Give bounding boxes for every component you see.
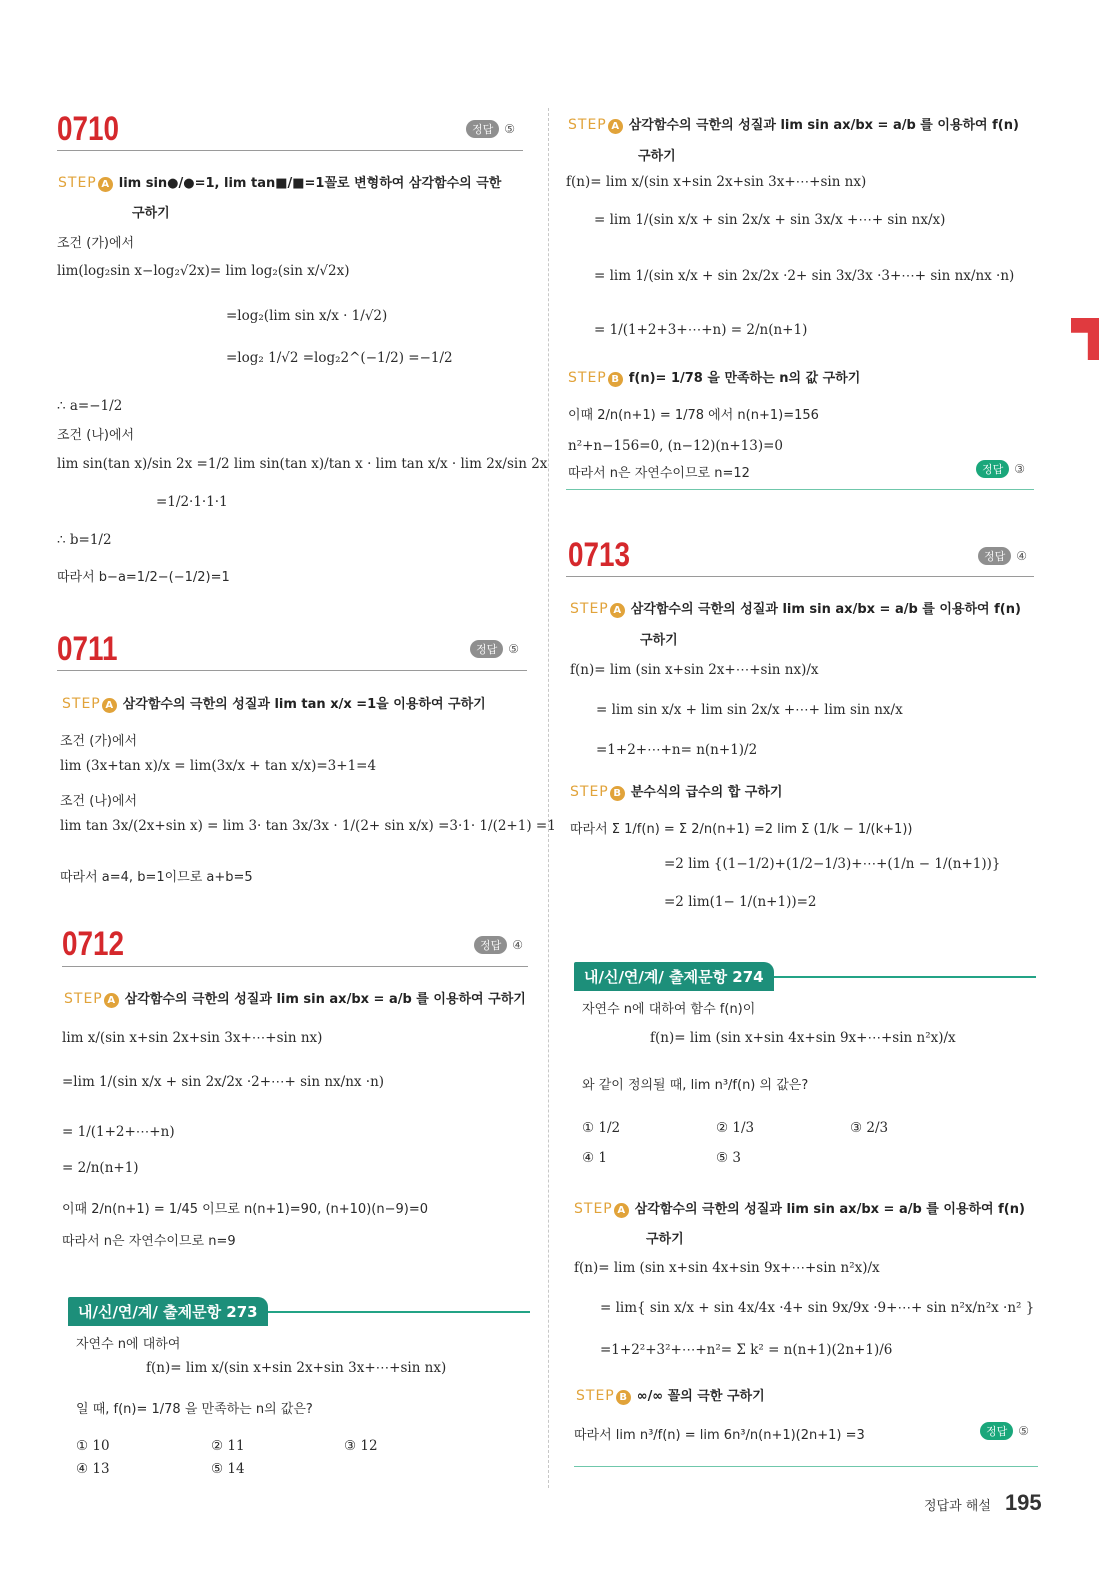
chapter-tab (1071, 318, 1099, 360)
solution-line: ∴ a=−1/2 (57, 398, 123, 414)
divider (566, 576, 1034, 577)
problem-number: 0710 (57, 110, 120, 148)
related-problem-banner (68, 1297, 530, 1326)
related-problem-banner (574, 962, 1036, 991)
solution-line: =log₂(lim sin x/x · 1/√2) (226, 308, 388, 324)
choice-3[interactable]: ③ 12 (344, 1438, 378, 1454)
solution-line: 따라서 b−a=1/2−(−1/2)=1 (57, 570, 230, 585)
choice-1[interactable]: ① 10 (76, 1438, 110, 1454)
solution-line: 조건 (나)에서 (57, 428, 135, 443)
solution-line: 이때 2/n(n+1) = 1/78 에서 n(n+1)=156 (568, 408, 819, 423)
answer-value: ③ (1014, 462, 1026, 476)
answer-tag: 정답 (470, 640, 503, 658)
choice-3[interactable]: ③ 2/3 (850, 1120, 889, 1136)
step-a-heading-cont: 구하기 (640, 633, 678, 648)
solution-line: = lim 1/(sin x/x + sin 2x/x + sin 3x/x +⋯+ sin nx/x) (594, 212, 946, 228)
solution-line: =lim 1/(sin x/x + sin 2x/2x ·2+⋯+ sin nx/nx ·n) (62, 1074, 385, 1090)
step-b-heading: STEP B 분수식의 급수의 합 구하기 (570, 784, 783, 800)
choice-4[interactable]: ④ 13 (76, 1461, 110, 1477)
column-divider (548, 108, 549, 1488)
solution-line: =1/2·1·1·1 (156, 494, 228, 510)
choice-2[interactable]: ② 1/3 (716, 1120, 755, 1136)
problem-number: 0713 (568, 536, 631, 574)
answer-badge (474, 936, 523, 954)
step-a-heading: STEP A 삼각함수의 극한의 성질과 lim sin ax/bx = a/b 를 이용하여 f(n) (574, 1201, 1025, 1217)
solution-line: =log₂ 1/√2 =log₂2^(−1/2) =−1/2 (226, 350, 453, 366)
banner-line (774, 976, 1036, 978)
step-a-heading: STEP A 삼각함수의 극한의 성질과 lim sin ax/bx = a/b 를 이용하여 구하기 (64, 991, 526, 1007)
solution-line: f(n)= lim (sin x+sin 2x+⋯+sin nx)/x (570, 662, 819, 678)
step-a-heading: STEP A lim sin●/●=1, lim tan■/■=1꼴로 변형하여 삼각함수의 극한 (58, 175, 502, 191)
solution-line: 따라서 n은 자연수이므로 n=12 (568, 466, 750, 481)
solution-line: 따라서 n은 자연수이므로 n=9 (62, 1234, 236, 1249)
solution-line: lim sin(tan x)/sin 2x =1/2 lim sin(tan x)/tan x · lim tan x/x · lim 2x/sin 2x (57, 456, 548, 472)
step-b-heading: STEP B ∞/∞ 꼴의 극한 구하기 (576, 1388, 765, 1404)
question-line: f(n)= lim x/(sin x+sin 2x+sin 3x+⋯+sin nx) (146, 1360, 447, 1376)
solution-line: = 1/(1+2+⋯+n) (62, 1124, 175, 1140)
answer-badge (470, 640, 519, 658)
problem-number: 0712 (62, 925, 125, 963)
solution-line: f(n)= lim x/(sin x+sin 2x+sin 3x+⋯+sin nx) (566, 174, 867, 190)
divider (57, 150, 523, 151)
question-line: 일 때, f(n)= 1/78 을 만족하는 n의 값은? (76, 1402, 313, 1417)
solution-line: 따라서 lim n³/f(n) = lim 6n³/n(n+1)(2n+1) =3 (574, 1428, 865, 1443)
step-a-heading: STEP A 삼각함수의 극한의 성질과 lim sin ax/bx = a/b 를 이용하여 f(n) (570, 601, 1021, 617)
answer-tag: 정답 (474, 936, 507, 954)
answer-tag: 정답 (466, 120, 499, 138)
solution-line: lim (3x+tan x)/x = lim(3x/x + tan x/x)=3+1=4 (60, 758, 377, 774)
solution-line: =2 lim(1− 1/(n+1))=2 (664, 894, 817, 910)
footer-label: 정답과 해설 (924, 1499, 991, 1514)
step-a-heading-cont: 구하기 (646, 1232, 684, 1247)
solution-line: =1+2²+3²+⋯+n²= Σ k² = n(n+1)(2n+1)/6 (600, 1342, 893, 1358)
step-a-heading: STEP A 삼각함수의 극한의 성질과 lim tan x/x =1을 이용하여 구하기 (62, 696, 486, 712)
choice-5[interactable]: ⑤ 14 (211, 1461, 245, 1477)
solution-line: = lim 1/(sin x/x + sin 2x/2x ·2+ sin 3x/3x ·3+⋯+ sin nx/nx ·n) (594, 268, 1015, 284)
solution-line: 따라서 Σ 1/f(n) = Σ 2/n(n+1) =2 lim Σ (1/k − 1/(k+1)) (570, 822, 913, 837)
solution-line: lim tan 3x/(2x+sin x) = lim 3· tan 3x/3x · 1/(2+ sin x/x) =3·1· 1/(2+1) =1 (60, 818, 556, 834)
solution-line: 이때 2/n(n+1) = 1/45 이므로 n(n+1)=90, (n+10)(n−9)=0 (62, 1202, 428, 1217)
question-line: f(n)= lim (sin x+sin 4x+sin 9x+⋯+sin n²x)/x (650, 1030, 956, 1046)
banner-label: 내/신/연/계/ 출제문항 274 (574, 962, 774, 991)
divider (62, 966, 528, 967)
step-a-heading: STEP A 삼각함수의 극한의 성질과 lim sin ax/bx = a/b 를 이용하여 f(n) (568, 117, 1019, 133)
question-line: 자연수 n에 대하여 함수 f(n)이 (582, 1002, 756, 1017)
choice-5[interactable]: ⑤ 3 (716, 1150, 741, 1166)
solution-line: n²+n−156=0, (n−12)(n+13)=0 (568, 438, 784, 454)
solution-line: =1+2+⋯+n= n(n+1)/2 (596, 742, 758, 758)
solution-line: 따라서 a=4, b=1이므로 a+b=5 (60, 870, 253, 885)
solution-line: = 1/(1+2+3+⋯+n) = 2/n(n+1) (594, 322, 808, 338)
solution-line: = lim{ sin x/x + sin 4x/4x ·4+ sin 9x/9x ·9+⋯+ sin n²x/n²x ·n² } (600, 1300, 1035, 1316)
answer-value: ⑤ (1018, 1424, 1030, 1438)
step-a-heading-cont: 구하기 (132, 206, 170, 221)
solution-line: lim(log₂sin x−log₂√2x)= lim log₂(sin x/√2x) (57, 263, 350, 279)
divider (574, 1466, 1038, 1467)
divider (57, 670, 527, 671)
step-a-heading-cont: 구하기 (638, 149, 676, 164)
solution-line: 조건 (가)에서 (57, 236, 135, 251)
choice-2[interactable]: ② 11 (211, 1438, 245, 1454)
answer-badge (466, 120, 515, 138)
page-footer (924, 1490, 1042, 1516)
answer-value: ⑤ (504, 122, 516, 136)
banner-line (268, 1311, 530, 1313)
answer-badge (976, 460, 1025, 478)
answer-value: ④ (1016, 549, 1028, 563)
solution-line: 조건 (나)에서 (60, 794, 138, 809)
solution-line: = lim sin x/x + lim sin 2x/x +⋯+ lim sin nx/x (596, 702, 903, 718)
banner-label: 내/신/연/계/ 출제문항 273 (68, 1297, 268, 1326)
answer-badge (978, 547, 1027, 565)
solution-line: ∴ b=1/2 (57, 532, 112, 548)
answer-value: ⑤ (508, 642, 520, 656)
answer-tag: 정답 (978, 547, 1011, 565)
choice-4[interactable]: ④ 1 (582, 1150, 607, 1166)
page-number: 195 (1004, 1490, 1042, 1515)
question-line: 와 같이 정의될 때, lim n³/f(n) 의 값은? (582, 1078, 809, 1093)
answer-badge (980, 1422, 1029, 1440)
solution-line: =2 lim {(1−1/2)+(1/2−1/3)+⋯+(1/n − 1/(n+1))} (664, 856, 1001, 872)
solution-line: f(n)= lim (sin x+sin 4x+sin 9x+⋯+sin n²x)/x (574, 1260, 880, 1276)
question-line: 자연수 n에 대하여 (76, 1337, 181, 1352)
choice-1[interactable]: ① 1/2 (582, 1120, 621, 1136)
solution-line: 조건 (가)에서 (60, 734, 138, 749)
answer-tag: 정답 (980, 1422, 1013, 1440)
solution-line: = 2/n(n+1) (62, 1160, 139, 1176)
solution-line: lim x/(sin x+sin 2x+sin 3x+⋯+sin nx) (62, 1030, 323, 1046)
answer-value: ④ (512, 938, 524, 952)
step-b-heading: STEP B f(n)= 1/78 을 만족하는 n의 값 구하기 (568, 370, 861, 386)
answer-tag: 정답 (976, 460, 1009, 478)
problem-number: 0711 (57, 630, 118, 668)
divider (566, 489, 1034, 490)
